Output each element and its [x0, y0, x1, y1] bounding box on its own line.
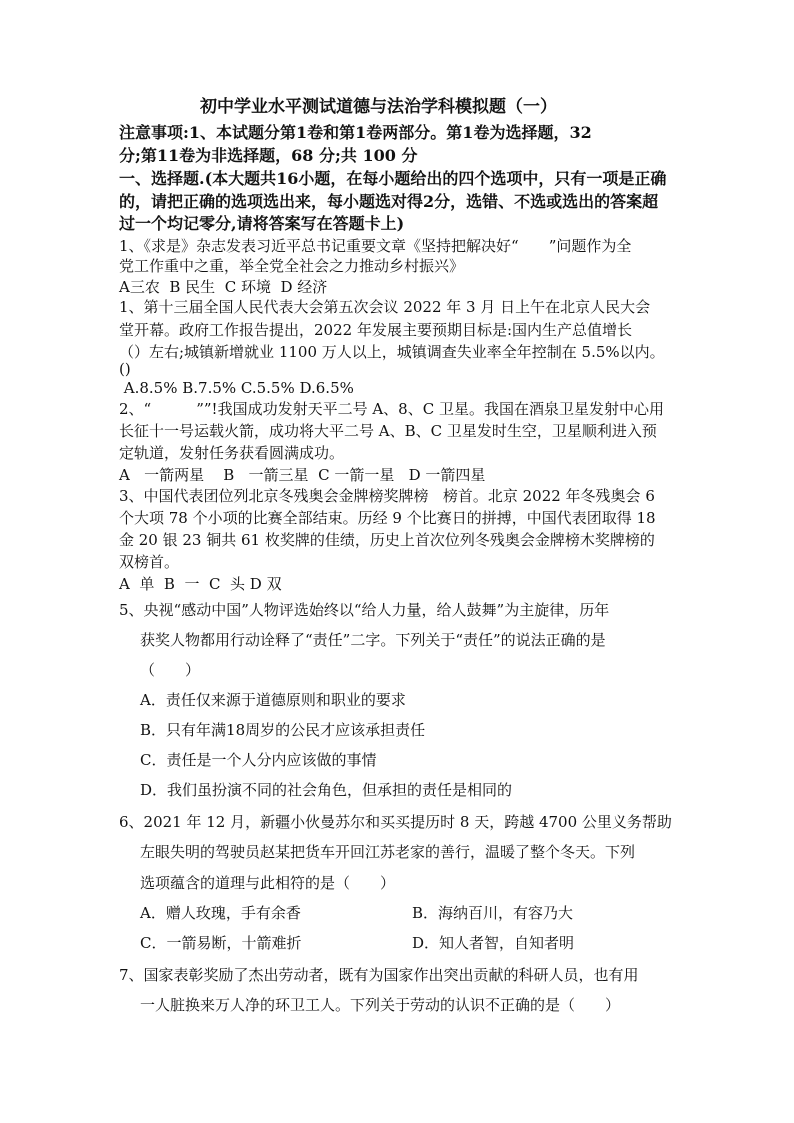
question-6-option-a: A．赠人玫瑰，手有余香	[140, 904, 301, 922]
question-4-line-4: 双榜首。	[119, 553, 180, 571]
question-4-line-3: 金 20 银 23 铜共 61 枚奖牌的佳绩，历史上首次位列冬残奥会金牌榜木奖牌榜的	[119, 531, 655, 549]
question-3-options: A 一箭两星 B 一箭三星 C 一箭一星 D 一箭四星	[119, 466, 486, 484]
question-7-line-1: 7、国家表彰奖励了杰出劳动者，既有为国家作出突出贡献的科研人员，也有用	[119, 966, 639, 984]
question-4-options: A 单 B 一 C 头 D 双	[119, 575, 282, 593]
page-title: 初中学业水平测试道德与法治学科模拟题（一）	[200, 97, 557, 117]
question-7-line-2: 一人脏换来万人净的环卫工人。下列关于劳动的认识不正确的是（ ）	[140, 996, 621, 1014]
notice-line-1: 注意事项:1、本试题分第1卷和第1卷两部分。第1卷为选择题，32	[119, 123, 592, 142]
question-6-option-b: B．海纳百川，有容乃大	[412, 904, 574, 922]
question-2-line-3: （）左右;城镇新增就业 1100 万人以上，城镇调查失业率全年控制在 5.5%以内。	[119, 343, 665, 361]
question-3-line-2: 长征十一号运载火箭，成功将大平二号 A、B、C 卫星发时生空，卫星顺利进入预	[119, 422, 657, 440]
question-1-line-1: 1、《求是》杂志发表习近平总书记重要文章《坚持把解决好“ ”问题作为全	[119, 237, 632, 255]
question-5-line-1: 5、央视“感动中国”人物评选始终以“给人力量，给人鼓舞”为主旋律，历年	[119, 601, 610, 619]
section-instruction-line-2: 的，请把正确的选项选出来，每小题选对得2分，选错、不选或选出的答案超	[119, 192, 659, 211]
question-4-line-1: 3、中国代表团位列北京冬残奥会金牌榜奖牌榜 榜首。北京 2022 年冬残奥会 6	[119, 487, 655, 505]
section-instruction-line-1: 一、选择题.(本大题共16小题，在每小题给出的四个选项中，只有一项是正确	[119, 169, 667, 188]
question-1-line-2: 党工作重中之重，举全党全社会之力推动乡村振兴》	[119, 257, 465, 275]
question-6-line-1: 6、2021 年 12 月，新疆小伙曼苏尔和买买提历时 8 天，跨越 4700 公里义务帮助	[119, 813, 672, 831]
question-5-option-b: B．只有年满18周岁的公民才应该承担责任	[140, 721, 426, 739]
notice-line-2: 分;第11卷为非选择题，68 分;共 100 分	[119, 146, 418, 165]
section-instruction-line-3: 过一个均记零分,请将答案写在答题卡上)	[119, 214, 405, 233]
question-3-line-1: 2、“ ””!我国成功发射天平二号 A、8、C 卫星。我国在酒泉卫星发射中心用	[119, 400, 664, 418]
question-5-line-3: （ ）	[140, 661, 201, 679]
question-3-line-3: 定轨道，发射任务获看圆满成功。	[119, 444, 345, 462]
question-5-option-a: A．责任仅来源于道德原则和职业的要求	[140, 691, 406, 709]
question-4-line-2: 个大项 78 个小项的比赛全部结束。历经 9 个比赛日的拼搏，中国代表团取得 18	[119, 509, 656, 527]
question-6-option-c: C．一箭易断，十箭难折	[140, 934, 302, 952]
question-5-option-d: D．我们虽扮演不同的社会角色，但承担的责任是相同的	[140, 781, 513, 799]
question-6-line-3: 选项蕴含的道理与此相符的是（ ）	[140, 874, 396, 892]
question-1-options: A三农 B 民生 C 环境 D 经济	[119, 278, 328, 296]
question-5-line-2: 获奖人物都用行动诠释了“责任”二字。下列关于“责任”的说法正确的是	[140, 631, 606, 649]
question-6-line-2: 左眼失明的驾驶员赵某把货车开回江苏老家的善行，温暖了整个冬天。下列	[140, 843, 636, 861]
question-2-options: A.8.5% B.7.5% C.5.5% D.6.5%	[119, 379, 354, 397]
question-2-line-4: ()	[119, 360, 131, 378]
question-2-line-2: 堂开幕。政府工作报告提出，2022 年发展主要预期目标是:国内生产总值增长	[119, 321, 632, 339]
question-5-option-c: C．责任是一个人分内应该做的事情	[140, 751, 377, 769]
question-2-line-1: 1、第十三届全国人民代表大会第五次会议 2022 年 3 月 日上午在北京人民大会	[119, 298, 651, 316]
question-6-option-d: D．知人者智，自知者明	[412, 934, 575, 952]
